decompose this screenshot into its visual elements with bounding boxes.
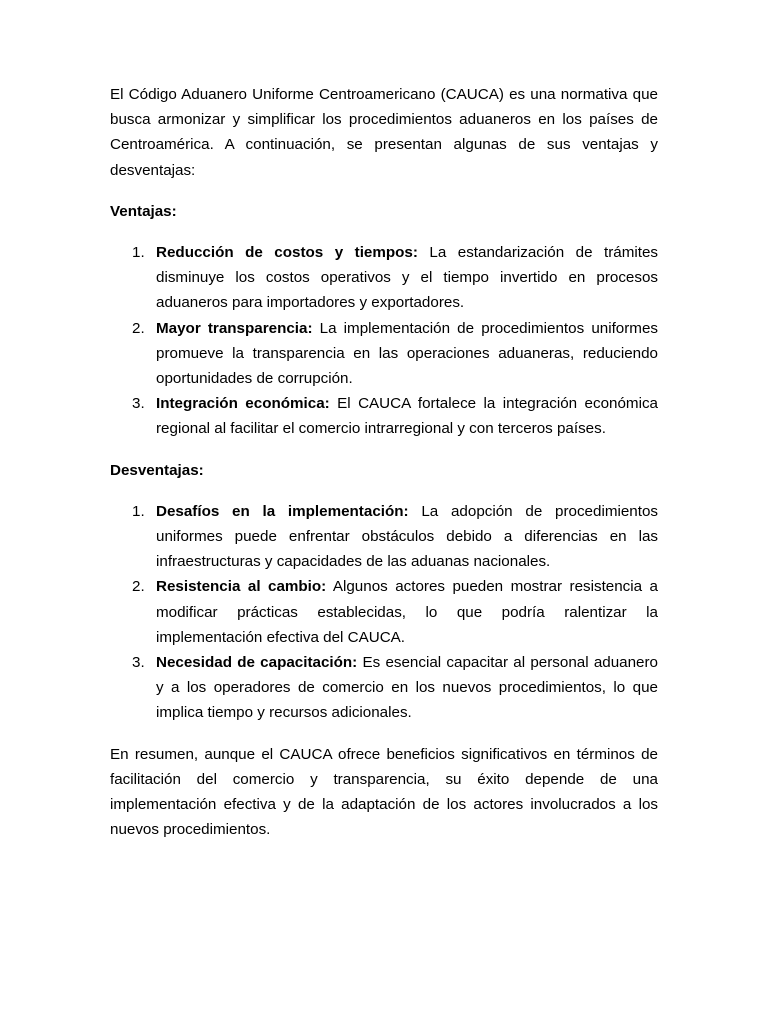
- ventajas-list: [110, 240, 658, 442]
- list-number: 1.: [132, 244, 145, 262]
- desventajas-item: [110, 650, 658, 726]
- desventajas-item: [110, 499, 658, 575]
- item-term: Resistencia al cambio:: [156, 578, 327, 596]
- desventajas-heading: Desventajas:: [110, 461, 204, 479]
- ventajas-item: [110, 240, 658, 316]
- item-text: Algunos actores pueden mostrar resistencia a modificar prácticas establecidas, lo que podría ralentizar la implementación efectiva del CAUCA.: [156, 578, 658, 646]
- ventajas-item: [110, 316, 658, 392]
- desventajas-item: [110, 574, 658, 650]
- item-term: Mayor transparencia:: [156, 319, 313, 337]
- item-text: El CAUCA fortalece la integración económica regional al facilitar el comercio intrarregional y con terceros países.: [156, 395, 658, 438]
- item-term: Reducción de costos y tiempos:: [156, 244, 418, 262]
- list-number: 3.: [132, 654, 145, 672]
- list-number: 2.: [132, 319, 145, 337]
- list-number: 1.: [132, 502, 145, 520]
- intro-paragraph: El Código Aduanero Uniforme Centroamericano (CAUCA) es una normativa que busca armonizar y simplificar los procedimientos aduaneros en los países de Centroamérica. A continuación, se presentan algunas de sus ventajas y desventajas:: [110, 86, 658, 179]
- item-text: La estandarización de trámites disminuye los costos operativos y el tiempo invertido en procesos aduaneros para importadores y exportadores.: [156, 244, 658, 312]
- item-text: La adopción de procedimientos uniformes puede enfrentar obstáculos debido a diferencias en las infraestructuras y capacidades de las aduanas nacionales.: [156, 502, 658, 571]
- ventajas-heading: Ventajas:: [110, 202, 177, 220]
- item-term: Necesidad de capacitación:: [156, 654, 358, 672]
- item-term: Integración económica:: [156, 395, 330, 413]
- list-number: 2.: [132, 578, 145, 596]
- list-number: 3.: [132, 395, 145, 413]
- closing-paragraph: En resumen, aunque el CAUCA ofrece beneficios significativos en términos de facilitación del comercio y transparencia, su éxito depende de una implementación efectiva y de la adaptación de los actores involucrados a los nuevos procedimientos.: [110, 745, 658, 839]
- desventajas-list: [110, 499, 658, 726]
- item-text: La implementación de procedimientos uniformes promueve la transparencia en las operaciones aduaneras, reduciendo oportunidades de corrupción.: [156, 319, 658, 388]
- document-page: [110, 82, 658, 842]
- item-text: Es esencial capacitar al personal aduanero y a los operadores de comercio en los nuevos procedimientos, lo que implica tiempo y recursos adicionales.: [156, 654, 659, 722]
- item-term: Desafíos en la implementación:: [156, 502, 409, 520]
- ventajas-item: [110, 391, 658, 441]
